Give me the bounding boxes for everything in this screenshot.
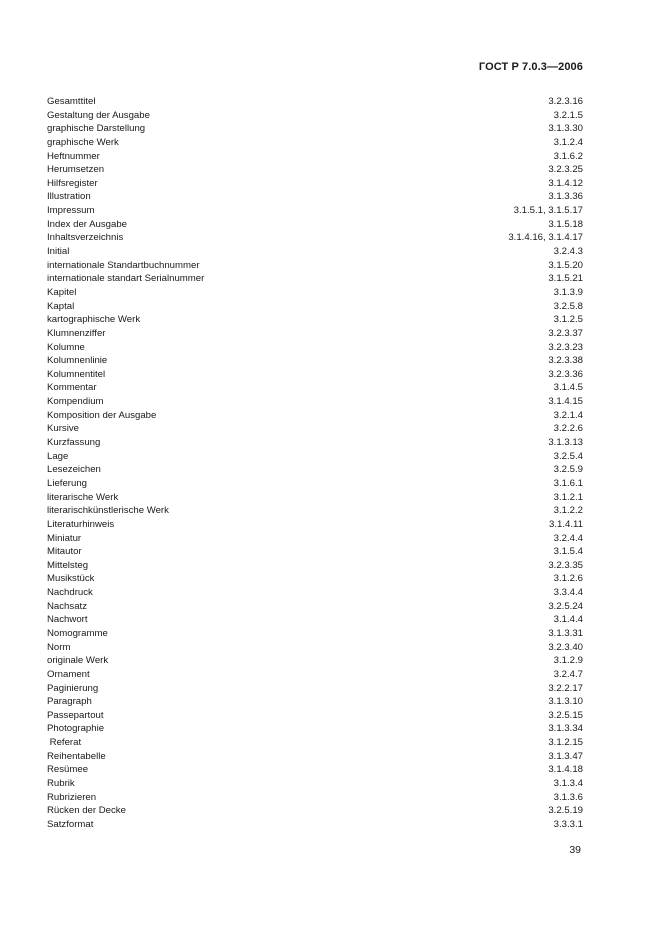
index-reference: 3.2.5.15 xyxy=(548,709,583,721)
index-entry xyxy=(47,368,583,382)
index-term: Norm xyxy=(47,641,71,653)
index-term: Nachsatz xyxy=(47,600,87,612)
index-entry xyxy=(47,300,583,314)
index-entry xyxy=(47,122,583,136)
index-reference: 3.1.4.12 xyxy=(548,177,583,189)
index-reference: 3.1.5.4 xyxy=(553,546,583,558)
index-term: Passepartout xyxy=(47,709,104,721)
index-term: literarische Werk xyxy=(47,491,119,503)
index-reference: 3.2.3.37 xyxy=(548,327,583,339)
index-reference: 3.1.3.6 xyxy=(553,791,583,803)
index-entry xyxy=(47,218,583,232)
index-reference: 3.2.3.25 xyxy=(548,164,583,176)
index-reference: 3.2.5.19 xyxy=(548,805,583,817)
index-entry xyxy=(47,504,583,518)
index-term: Illustration xyxy=(47,191,91,203)
index-entry xyxy=(47,204,583,218)
index-reference: 3.2.3.40 xyxy=(548,641,583,653)
index-reference: 3.1.4.16, 3.1.4.17 xyxy=(508,232,583,244)
index-reference: 3.2.1.5 xyxy=(553,109,583,121)
index-entry xyxy=(47,477,583,491)
index-term: Nachwort xyxy=(47,614,88,626)
index-entry xyxy=(47,286,583,300)
index-term: kartographische Werk xyxy=(47,314,141,326)
index-reference: 3.1.5.21 xyxy=(548,273,583,285)
index-entry xyxy=(47,136,583,150)
index-term: Index der Ausgabe xyxy=(47,218,128,230)
index-entry xyxy=(47,491,583,505)
index-reference: 3.1.5.20 xyxy=(548,259,583,271)
term-index-list xyxy=(47,95,583,832)
index-reference: 3.1.2.5 xyxy=(553,314,583,326)
index-entry xyxy=(47,654,583,668)
index-term: Inhaltsverzeichnis xyxy=(47,232,124,244)
index-entry xyxy=(47,395,583,409)
index-term: Impressum xyxy=(47,205,95,217)
index-term: Rücken der Decke xyxy=(47,805,126,817)
index-reference: 3.1.2.2 xyxy=(553,505,583,517)
index-entry xyxy=(47,545,583,559)
index-reference: 3.1.3.9 xyxy=(553,286,583,298)
index-reference: 3.3.3.1 xyxy=(553,818,583,830)
index-term: Kapitel xyxy=(47,286,77,298)
index-entry xyxy=(47,259,583,273)
index-entry xyxy=(47,518,583,532)
index-entry xyxy=(47,586,583,600)
index-entry xyxy=(47,190,583,204)
index-term: Resümee xyxy=(47,764,89,776)
index-reference: 3.2.5.4 xyxy=(553,450,583,462)
index-entry xyxy=(47,313,583,327)
index-term: Mittelsteg xyxy=(47,559,89,571)
index-entry xyxy=(47,436,583,450)
index-entry xyxy=(47,682,583,696)
index-reference: 3.2.3.38 xyxy=(548,355,583,367)
index-term: Lesezeichen xyxy=(47,464,101,476)
index-entry xyxy=(47,777,583,791)
index-reference: 3.1.6.2 xyxy=(553,150,583,162)
index-reference: 3.1.6.1 xyxy=(553,477,583,489)
standard-designation: ГОСТ Р 7.0.3—2006 xyxy=(478,61,583,73)
index-entry xyxy=(47,450,583,464)
index-term: graphische Darstellung xyxy=(47,123,146,135)
index-entry xyxy=(47,791,583,805)
index-term: Nachdruck xyxy=(47,587,93,599)
index-term: Lieferung xyxy=(47,477,88,489)
index-term: Rubrizieren xyxy=(47,791,97,803)
index-term: Kurzfassung xyxy=(47,437,101,449)
index-reference: 3.1.2.15 xyxy=(548,737,583,749)
index-reference: 3.1.2.9 xyxy=(553,655,583,667)
index-entry xyxy=(47,245,583,259)
index-reference: 3.2.5.9 xyxy=(553,464,583,476)
index-term: Kommentar xyxy=(47,382,97,394)
index-entry xyxy=(47,327,583,341)
index-term: Photographie xyxy=(47,723,105,735)
index-reference: 3.2.5.8 xyxy=(553,300,583,312)
index-entry xyxy=(47,559,583,573)
index-term: Referat xyxy=(47,737,82,749)
index-entry xyxy=(47,463,583,477)
index-reference: 3.1.5.1, 3.1.5.17 xyxy=(513,205,583,217)
index-reference: 3.2.3.23 xyxy=(548,341,583,353)
index-entry xyxy=(47,177,583,191)
index-term: Kursive xyxy=(47,423,79,435)
index-term: Kaptal xyxy=(47,300,75,312)
index-reference: 3.2.2.17 xyxy=(548,682,583,694)
index-term: Initial xyxy=(47,246,70,258)
index-term: Gestaltung der Ausgabe xyxy=(47,109,150,121)
index-reference: 3.2.3.16 xyxy=(548,96,583,107)
index-reference: 3.2.3.35 xyxy=(548,559,583,571)
index-reference: 3.2.1.4 xyxy=(553,409,583,421)
index-term: Kolumnentitel xyxy=(47,368,106,380)
index-entry xyxy=(47,163,583,177)
index-reference: 3.2.5.24 xyxy=(548,600,583,612)
index-entry xyxy=(47,572,583,586)
index-entry xyxy=(47,668,583,682)
index-reference: 3.1.2.4 xyxy=(553,136,583,148)
index-term: Paginierung xyxy=(47,682,99,694)
index-reference: 3.1.3.34 xyxy=(548,723,583,735)
index-entry xyxy=(47,763,583,777)
index-entry xyxy=(47,613,583,627)
index-reference: 3.2.4.7 xyxy=(553,668,583,680)
index-entry xyxy=(47,422,583,436)
index-reference: 3.1.2.1 xyxy=(553,491,583,503)
index-entry xyxy=(47,95,583,109)
index-entry xyxy=(47,600,583,614)
index-entry xyxy=(47,409,583,423)
index-term: Heftnummer xyxy=(47,150,100,162)
index-reference: 3.1.5.18 xyxy=(548,218,583,230)
page-number: 39 xyxy=(569,844,581,856)
index-term: Mitautor xyxy=(47,546,82,558)
index-entry xyxy=(47,341,583,355)
index-entry xyxy=(47,272,583,286)
index-entry xyxy=(47,381,583,395)
index-term: internationale standart Serialnummer xyxy=(47,273,205,285)
index-term: graphische Werk xyxy=(47,136,119,148)
index-entry xyxy=(47,641,583,655)
index-term: Paragraph xyxy=(47,696,92,708)
index-reference: 3.1.4.4 xyxy=(553,614,583,626)
index-term: Komposition der Ausgabe xyxy=(47,409,157,421)
index-entry xyxy=(47,804,583,818)
index-reference: 3.1.4.18 xyxy=(548,764,583,776)
index-reference: 3.2.4.4 xyxy=(553,532,583,544)
index-term: Miniatur xyxy=(47,532,82,544)
index-term: Herumsetzen xyxy=(47,164,105,176)
index-entry xyxy=(47,354,583,368)
index-term: Kolumne xyxy=(47,341,85,353)
index-entry xyxy=(47,736,583,750)
index-term: Ornament xyxy=(47,668,90,680)
index-entry xyxy=(47,695,583,709)
index-entry xyxy=(47,150,583,164)
index-term: Gesamttitel xyxy=(47,96,96,107)
index-reference: 3.1.4.15 xyxy=(548,396,583,408)
index-reference: 3.1.4.5 xyxy=(553,382,583,394)
index-reference: 3.2.2.6 xyxy=(553,423,583,435)
index-term: literarischkünstlerische Werk xyxy=(47,505,169,517)
index-reference: 3.2.4.3 xyxy=(553,246,583,258)
index-term: Rubrik xyxy=(47,778,75,790)
index-term: Nomogramme xyxy=(47,627,108,639)
index-reference: 3.1.3.31 xyxy=(548,627,583,639)
index-term: internationale Standartbuchnummer xyxy=(47,259,200,271)
index-entry xyxy=(47,818,583,832)
index-entry xyxy=(47,231,583,245)
index-entry xyxy=(47,750,583,764)
index-reference: 3.1.3.47 xyxy=(548,750,583,762)
index-entry xyxy=(47,709,583,723)
index-reference: 3.1.3.36 xyxy=(548,191,583,203)
index-term: Literaturhinweis xyxy=(47,518,115,530)
index-reference: 3.1.2.6 xyxy=(553,573,583,585)
index-reference: 3.1.3.13 xyxy=(548,437,583,449)
index-term: Hilfsregister xyxy=(47,177,98,189)
index-reference: 3.1.3.4 xyxy=(553,778,583,790)
index-term: Reihentabelle xyxy=(47,750,106,762)
index-entry xyxy=(47,109,583,123)
index-reference: 3.1.3.30 xyxy=(548,123,583,135)
index-term: Musikstück xyxy=(47,573,95,585)
index-reference: 3.1.3.10 xyxy=(548,696,583,708)
index-term: originale Werk xyxy=(47,655,109,667)
index-term: Kolumnenlinie xyxy=(47,355,108,367)
index-term: Satzformat xyxy=(47,818,94,830)
index-entry xyxy=(47,532,583,546)
index-term: Klumnenziffer xyxy=(47,327,106,339)
index-reference: 3.3.4.4 xyxy=(553,587,583,599)
index-reference: 3.2.3.36 xyxy=(548,368,583,380)
index-reference: 3.1.4.11 xyxy=(549,518,583,530)
index-entry xyxy=(47,627,583,641)
index-term: Lage xyxy=(47,450,69,462)
index-term: Kompendium xyxy=(47,396,104,408)
index-entry xyxy=(47,722,583,736)
